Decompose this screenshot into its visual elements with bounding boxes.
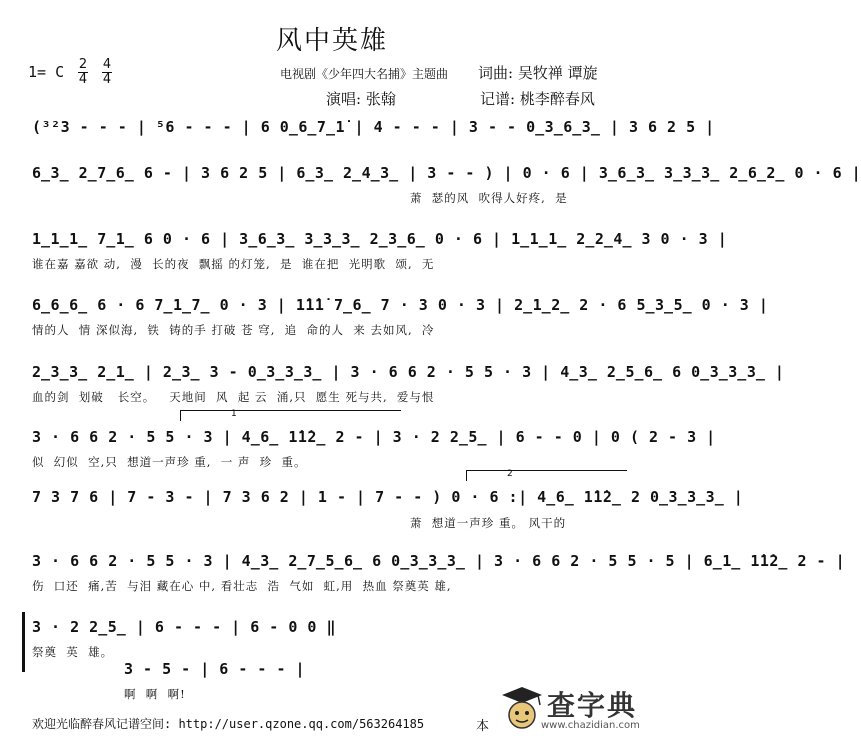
score-row-9-notes: 3 · 2 2̲5̲ | 6 - - - | 6 - 0 0 ‖ <box>32 618 336 636</box>
subtitle: 电视剧《少年四大名捕》主题曲 <box>280 67 449 81</box>
transcriber-credit: 记谱: 桃李醉春风 <box>480 90 595 108</box>
score-row-3-notes: 1̲1̲1̲ 7̲1̲ 6 0 · 6 | 3̲6̲3̲ 3̲3̲3̲ 2̲3̲6̲ 0 · 6 | 1̲1̲1̲ 2̲2̲4̲ 3 0 · 3 | <box>32 230 728 248</box>
system-brace <box>22 612 25 672</box>
score-row-10-notes: 3 - 5 - | 6 - - - | <box>124 660 306 678</box>
score-row-7-notes: 7 3 7 6 | 7 - 3 - | 7 3 6 2 | 1 - | 7 - - ) 0 · 6 :| 4̲6̲ 1̇1̇2̲ 2 0̲3̲3̲3̲ | <box>32 488 744 506</box>
score-row-8-lyrics: 伤 口还 痛,苦 与泪 藏在心 中, 看壮志 浩 气如 虹,用 热血 祭奠英 雄, <box>32 579 452 593</box>
score-row-7-lyrics: 萧 想道一声珍 重。 风干的 <box>410 516 567 530</box>
score-row-8-notes: 3 · 6 6 2 · 5 5 · 3 | 4̲3̲ 2̲7̲5̲6̲ 6 0̲3̲3̲3̲ | 3 · 6 6 2 · 5 5 · 5 | 6̲1̲ 1̇1̇2̲ 2 - | <box>32 552 846 570</box>
volta-1-bracket: 1 <box>180 410 401 421</box>
time-signature-2-4: 2 4 <box>78 57 88 87</box>
footer-text: 欢迎光临醉春风记谱空间: http://user.qzone.qq.com/563264185 <box>32 717 425 731</box>
score-row-3-lyrics: 谁在嘉 嘉欲 动, 漫 长的夜 飘摇 的灯笼, 是 谁在把 光明歌 颂, 无 <box>32 257 435 271</box>
watermark-brand: 查字典 <box>547 689 638 722</box>
score-row-2-notes: 6̲3̲ 2̲7̲6̲ 6 - | 3 6 2 5 | 6̲3̲ 2̲4̲3̲ | 3 - - ) | 0 · 6 | 3̲6̲3̲ 3̲3̲3̲ 2̲6̲2̲ 0 · 6 | <box>32 164 861 182</box>
volta-2-bracket: 2 <box>466 470 627 481</box>
watermark-url: www.chazidian.com <box>541 720 640 731</box>
score-row-5-notes: 2̲3̲3̲ 2̲1̲ | 2̲3̲ 3 - 0̲3̲3̲3̲ | 3 · 6 6 2 · 5 5 · 3 | 4̲3̲ 2̲5̲6̲ 6 0̲3̲3̲3̲ | <box>32 363 785 381</box>
time-signature-4-4: 4 4 <box>102 57 112 87</box>
song-title: 风中英雄 <box>275 26 388 56</box>
lyricist-composer: 词曲: 吴牧禅 谭旋 <box>478 64 598 82</box>
singer-credit: 演唱: 张翰 <box>326 90 396 108</box>
graduate-mascot-icon <box>500 685 544 733</box>
footer-tail-char: 本 <box>476 719 490 734</box>
score-row-2-lyrics: 萧 瑟的风 吹得人好疼, 是 <box>410 191 568 205</box>
score-row-10-lyrics: 啊 啊 啊! <box>124 687 186 701</box>
score-row-4-lyrics: 情的人 情 深似海, 铁 铸的手 打破 苍 穹, 追 命的人 来 去如风, 冷 <box>32 323 435 337</box>
score-row-9-lyrics: 祭奠 英 雄。 <box>32 645 114 659</box>
key-signature: 1= C <box>28 63 65 81</box>
score-row-1-notes: (³²3 - - - | ⁵6 - - - | 6 0̲6̲7̲1̇ | 4 - - - | 3 - - 0̲3̲6̲3̲ | 3 6 2 5 | <box>32 118 715 136</box>
score-row-6-lyrics: 似 幻似 空,只 想道一声珍 重, 一 声 珍 重。 <box>32 455 307 469</box>
score-row-4-notes: 6̲6̲6̲ 6 · 6 7̲1̲7̲ 0 · 3 | 1̇1̇1̇ 7̲6̲ 7 · 3 0 · 3 | 2̲1̲2̲ 2 · 6 5̲3̲5̲ 0 · 3 | <box>32 296 769 314</box>
score-row-6-notes: 3 · 6 6 2 · 5 5 · 3 | 4̲6̲ 1̇1̇2̲ 2 - | 3 · 2 2̲5̲ | 6 - - 0 | 0 ( 2 - 3 | <box>32 428 716 446</box>
score-row-5-lyrics: 血的剑 划破 长空。 天地间 风 起 云 涌,只 愿生 死与共, 爱与恨 <box>32 390 435 404</box>
